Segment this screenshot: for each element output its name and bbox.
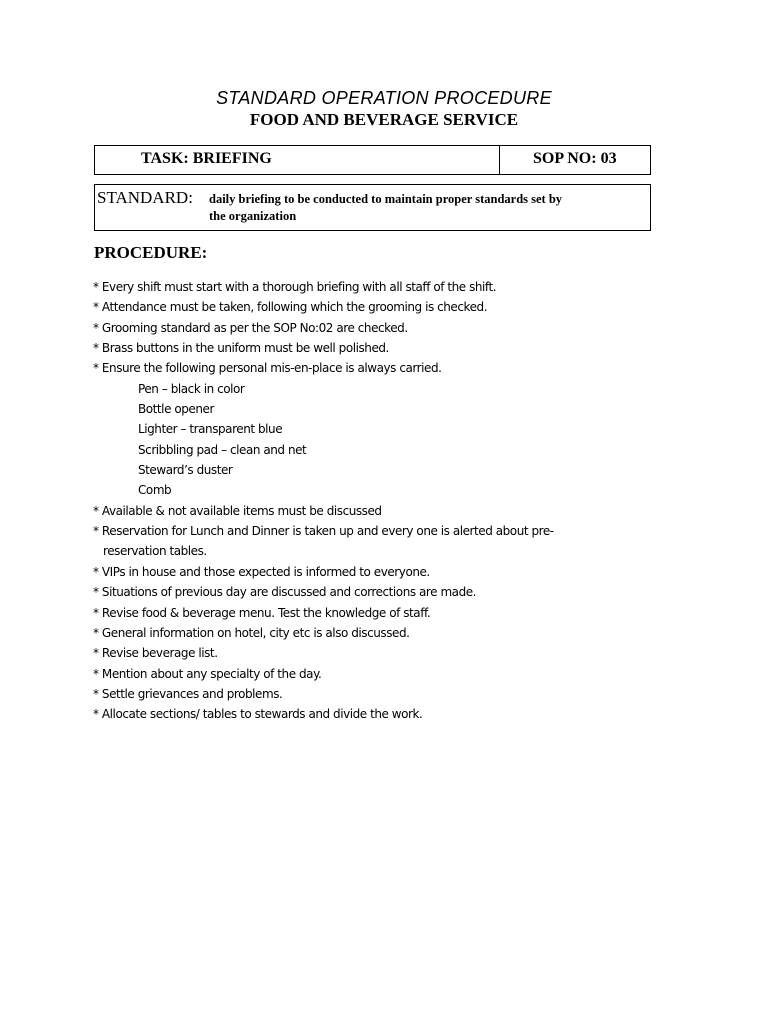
mise-en-place-item: Steward’s duster [138,463,233,478]
standard-text-line: daily briefing to be conducted to maintain proper standards set by [209,192,563,206]
procedure-step: * VIPs in house and those expected is informed to everyone. [93,564,430,579]
procedure-step: * Situations of previous day are discussed and corrections are made. [93,585,477,600]
procedure-step: * Brass buttons in the uniform must be well polished. [93,341,389,356]
procedure-step: * Ensure the following personal mis-en-place is always carried. [93,361,442,376]
procedure-step: * Every shift must start with a thorough briefing with all staff of the shift. [93,280,497,294]
procedure-step: * Revise food & beverage menu. Test the knowledge of staff. [93,605,431,620]
procedure-step: * Grooming standard as per the SOP No:02 are checked. [93,320,408,335]
standard-label: STANDARD: [97,188,193,207]
procedure-step: * Attendance must be taken, following which the grooming is checked. [93,300,488,315]
procedure-heading: PROCEDURE: [94,243,208,262]
task-box [94,145,651,175]
procedure-step: * Revise beverage list. [93,646,218,661]
document-title: STANDARD OPERATION PROCEDURE [216,88,552,108]
procedure-step: * Mention about any specialty of the day. [93,666,322,681]
standard-text [209,191,649,225]
procedure-step: * General information on hotel, city etc is also discussed. [93,625,410,640]
document-subtitle: FOOD AND BEVERAGE SERVICE [249,110,519,129]
sop-number: SOP NO: 03 [533,150,617,167]
mise-en-place-item: Lighter – transparent blue [138,422,283,437]
procedure-step: * Allocate sections/ tables to stewards and divide the work. [93,707,423,722]
task-label: TASK: BRIEFING [141,150,272,167]
standard-text-line: the organization [209,209,297,223]
standard-box [94,184,651,231]
task-divider [499,145,500,175]
mise-en-place-item: Bottle opener [138,402,214,417]
procedure-list [93,277,554,725]
mise-en-place-item: Scribbling pad – clean and net [138,442,307,457]
mise-en-place-item: Pen – black in color [138,381,245,396]
procedure-step-continuation: reservation tables. [103,544,207,559]
procedure-step: * Settle grievances and problems. [93,686,283,701]
mise-en-place-item: Comb [138,483,172,498]
procedure-step: * Available & not available items must be discussed [93,503,382,518]
procedure-step: * Reservation for Lunch and Dinner is taken up and every one is alerted about pre- [93,524,554,539]
